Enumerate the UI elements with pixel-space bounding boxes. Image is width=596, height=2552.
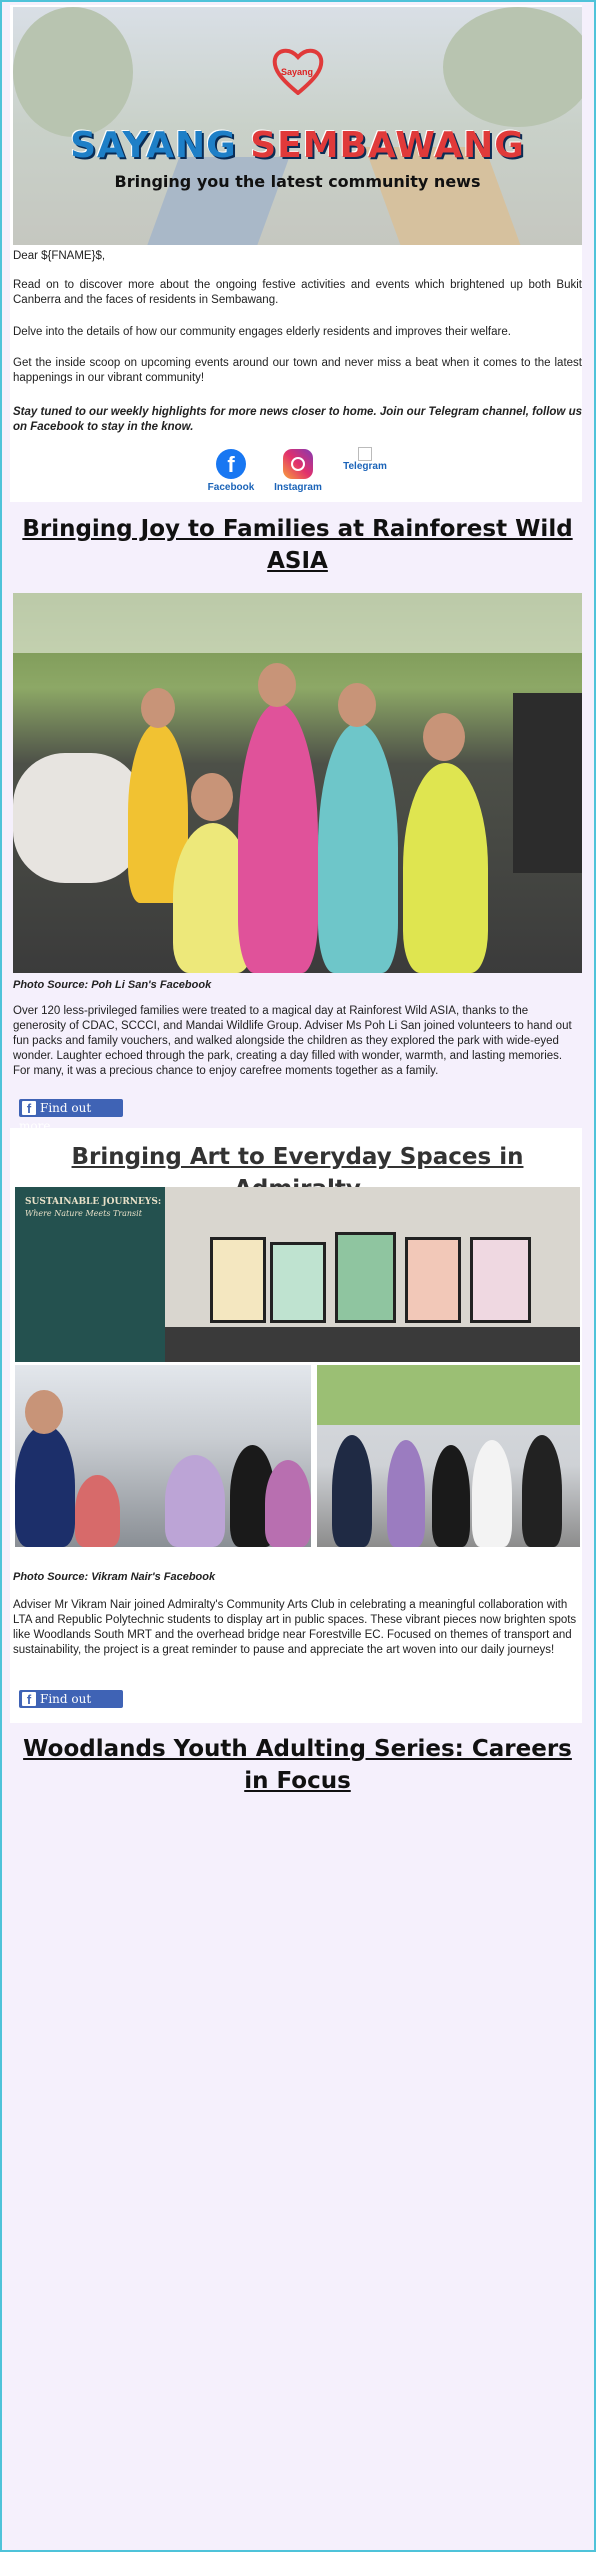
telegram-label: Telegram — [343, 461, 387, 472]
article2-body: Adviser Mr Vikram Nair joined Admiralty's Community Arts Club in celebrating a meaningful collaboration with LTA and Republic Polytechnic students to display art in public spaces. These vibrant pieces now brighten spots like Woodlands South MRT and the overhead bridge near Forestville EC. Focused on themes of transport and sustainability, the project is a great reminder to pause and appreciate the art woven into our daily journeys! — [13, 1599, 577, 1656]
brand-tagline: Bringing you the latest community news — [114, 172, 481, 191]
article1-body: Over 120 less-privileged families were treated to a magical day at Rainforest Wild ASIA, thanks to the generosity of CDAC, SCCCI, and Mandai Wildlife Group. Adviser Ms Poh Li San joined volunteers to hand out fun packs and family vouchers, and walked alongside the children as they explored the park with wide-eyed wonder. Laughter echoed through the park, creating a day filled with wonder, warmth, and lasting memories. For many, it was a precious chance to enjoy carefree moments together as a family. — [13, 1005, 572, 1077]
facebook-icon: f — [22, 1692, 36, 1706]
facebook-label: Facebook — [207, 482, 255, 493]
button-label: Find out more — [19, 1101, 92, 1133]
facebook-icon: f — [216, 449, 246, 479]
intro-paragraph-1: Read on to discover more about the ongoing festive activities and events which brightened up both Bukit Canberra and the faces of residents in Sembawang. — [13, 279, 582, 306]
instagram-link[interactable] — [263, 449, 333, 493]
article1-photo — [13, 593, 582, 973]
poster-subtitle: Where Nature Meets Transit — [25, 1209, 142, 1218]
article2-caption: Photo Source: Vikram Nair's Facebook — [13, 1571, 216, 1583]
instagram-icon — [283, 449, 313, 479]
article1-find-out-more-button[interactable] — [19, 1099, 123, 1133]
poster-title: SUSTAINABLE JOURNEYS: — [25, 1197, 162, 1207]
header-banner — [13, 7, 582, 245]
button-label: Find out more — [19, 1692, 92, 1724]
article1-title: Bringing Joy to Families at Rainforest Wild ASIA — [22, 516, 573, 574]
article2-photo-group2 — [317, 1365, 580, 1547]
intro-paragraph-3: Get the inside scoop on upcoming events around our town and never miss a beat when it comes to the latest happenings in our vibrant community! — [13, 357, 582, 384]
telegram-link[interactable] — [330, 447, 400, 472]
instagram-label: Instagram — [274, 482, 322, 493]
facebook-icon: f — [22, 1101, 36, 1115]
article1-caption: Photo Source: Poh Li San's Facebook — [13, 979, 212, 991]
article2-find-out-more-button[interactable] — [19, 1690, 123, 1724]
intro-paragraph-4: Stay tuned to our weekly highlights for more news closer to home. Join our Telegram channel, follow us on Facebook to stay in the know. — [13, 406, 582, 433]
brand-title: SAYANG SEMBAWANG — [70, 125, 525, 166]
telegram-icon — [358, 447, 372, 461]
article3-title: Woodlands Youth Adulting Series: Careers in Focus — [23, 1736, 572, 1794]
article2-title: Bringing Art to Everyday Spaces in — [71, 1144, 524, 1170]
article2-photo-group1 — [15, 1365, 311, 1547]
facebook-link[interactable] — [196, 449, 266, 493]
greeting: Dear ${FNAME}$, — [13, 250, 106, 262]
article2-photo-exhibit — [15, 1187, 580, 1362]
intro-paragraph-2: Delve into the details of how our community engages elderly residents and improves their welfare. — [13, 326, 511, 338]
logo-text: Sayang — [281, 67, 314, 77]
